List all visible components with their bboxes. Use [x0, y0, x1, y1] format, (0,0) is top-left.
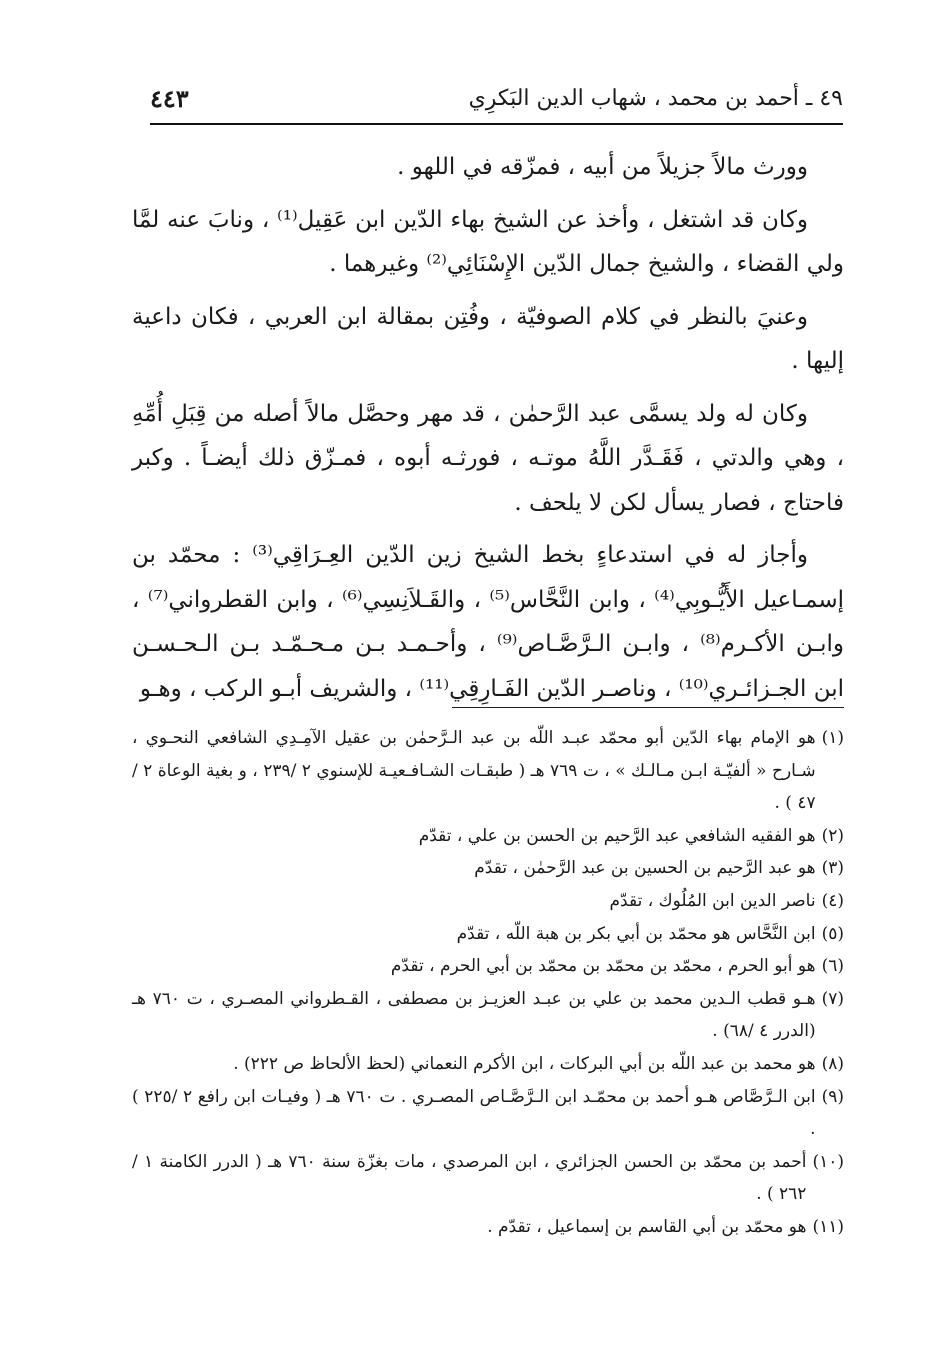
- paragraph: وكان قد اشتغل ، وأخذ عن الشيخ بهاء الدّين ابن عَقِيل⁽¹⁾ ، ونابَ عنه لمَّا ولي القضاء ، والشيخ جمال الدّين الإِسْنَائِي⁽²⁾ وغيرهما .: [132, 206, 844, 277]
- footnote-number: (١): [821, 728, 844, 748]
- footnote-text: هـو قطب الـدين محمد بن علي بن عبـد العزيـز بن مصطفى ، القـطرواني المصـري ، ت ٧٦٠ هـ (الدرر ٤ /٦٨) .: [132, 988, 816, 1042]
- footnote: [132, 1081, 844, 1146]
- page-header: [150, 74, 843, 122]
- footnote: [132, 983, 844, 1048]
- footnote-number: (٧): [821, 988, 844, 1009]
- footnote-number: (١٠): [812, 1151, 844, 1172]
- footnote-text: ناصر الدين ابن المُلُوك ، تقدّم: [609, 890, 816, 911]
- footnote-text: هو محمد بن عبد اللّه بن أبي البركات ، ابن الأكرم النعماني (لحظ الألحاظ ص ٢٢٢) .: [233, 1053, 816, 1074]
- footnote: [132, 1146, 844, 1211]
- footnote-number: (١١): [812, 1216, 844, 1237]
- footnote-text: هو محمّد بن أبي القاسم بن إسماعيل ، تقدّم .: [487, 1216, 807, 1237]
- footnote-text: ابن الـرَّصَّاص هـو أحمد بن محمّـد ابن الـرَّصَّـاص المصـري . ت ٧٦٠ هـ ( وفيـات ابن رافع ٢ /٢٢٥ ) .: [132, 1086, 816, 1140]
- footnote: [132, 820, 844, 853]
- footnotes: [132, 722, 844, 1244]
- footnote-text: هو الإمام بهاء الدّين أبو محمّد عبـد اللّه بن عبد الـرَّحمٰن بن عقيل الآمِـدِي الشافعي النحـوي ، شـارح « ألفيّـة ابـن مـالـك » ، ت ٧٦٩ هـ ( طبقـات الشـافـعيـة للإسنوي ٢ /٢٣٩ ، و بغية الوعاة ٢ /٤٧ ) .: [132, 728, 816, 814]
- footnote-number: (٩): [821, 1086, 844, 1107]
- footnote: [132, 918, 844, 951]
- paragraph: وعنيَ بالنظر في كلام الصوفيّة ، وفُتِن بمقالة ابن العربي ، فكان داعية إليها .: [132, 303, 844, 374]
- footnote-number: (٨): [821, 1053, 844, 1074]
- paragraph: وورث مالاً جزيلاً من أبيه ، فمزّقه في اللهو .: [397, 154, 808, 180]
- main-text: [132, 145, 844, 711]
- footnote: [132, 1048, 844, 1081]
- footnote: [132, 852, 844, 885]
- footnote-number: (٢): [821, 825, 844, 846]
- footnote-number: (٦): [821, 956, 844, 977]
- footnote-text: هو عبد الرَّحيم بن الحسين بن عبد الرَّحمٰن ، تقدّم: [474, 858, 816, 879]
- footnote: [132, 885, 844, 918]
- footnote: [132, 722, 844, 820]
- footnote-text: ابن النَّحَّاس هو محمّد بن أبي بكر بن هبة اللّه ، تقدّم: [456, 923, 816, 944]
- footnote-separator: [452, 707, 844, 708]
- footnote-number: (٤): [821, 890, 844, 911]
- footnote-number: (٣): [821, 858, 844, 879]
- footnote: [132, 1211, 844, 1244]
- footnote-text: أحمد بن محمّد بن الحسن الجزائري ، ابن المرصدي ، مات بغزّة سنة ٧٦٠ هـ ( الدرر الكامنة ١ /٢٦٢ ) .: [132, 1151, 807, 1205]
- running-title: ٤٩ ـ أحمد بن محمد ، شهاب الدين البَكرِي: [468, 85, 843, 111]
- footnote-number: (٥): [821, 923, 844, 944]
- paragraph: وأجاز له في استدعاءٍ بخط الشيخ زين الدّين العِـرَاقِي⁽³⁾ : محمّد بن إسمـاعيل الأَيُّـوبِي⁽⁴⁾ ، وابن النَّحَّاس⁽⁵⁾ ، والقَـلاَنِسِي⁽⁶⁾ ، وابن القطرواني⁽⁷⁾ ، وابـن الأكـرم⁽⁸⁾ ، وابـن الـرَّصَّـاص⁽⁹⁾ ، وأحـمـد بـن مـحـمّـد بـن الـحـسـن ابن الجـزائـري⁽¹⁰⁾ ، وناصـر الدّين الفَـارِقِي⁽¹¹⁾ ، والشريف أبـو الركب ، وهـو: [132, 542, 844, 702]
- page-number: ٤٤٣: [150, 83, 189, 113]
- footnote-text: هو أبو الحرم ، محمّد بن محمّد بن محمّد بن أبي الحرم ، تقدّم: [390, 956, 816, 977]
- footnote-text: هو الفقيه الشافعي عبد الرَّحيم بن الحسن بن علي ، تقدّم: [418, 825, 816, 846]
- footnote: [132, 950, 844, 983]
- paragraph: وكان له ولد يسمَّى عبد الرَّحمٰن ، قد مهر وحصَّل مالاً أصله من قِبَلِ أُمِّهِ ، وهي والدتي ، فَقَـدَّر اللَّهُ موتـه ، فورثـه أبوه ، فمـزّق ذلك أيضـاً . وكبر فاحتاج ، فصار يسأل لكن لا يلحف .: [132, 400, 844, 516]
- header-rule: [150, 123, 843, 125]
